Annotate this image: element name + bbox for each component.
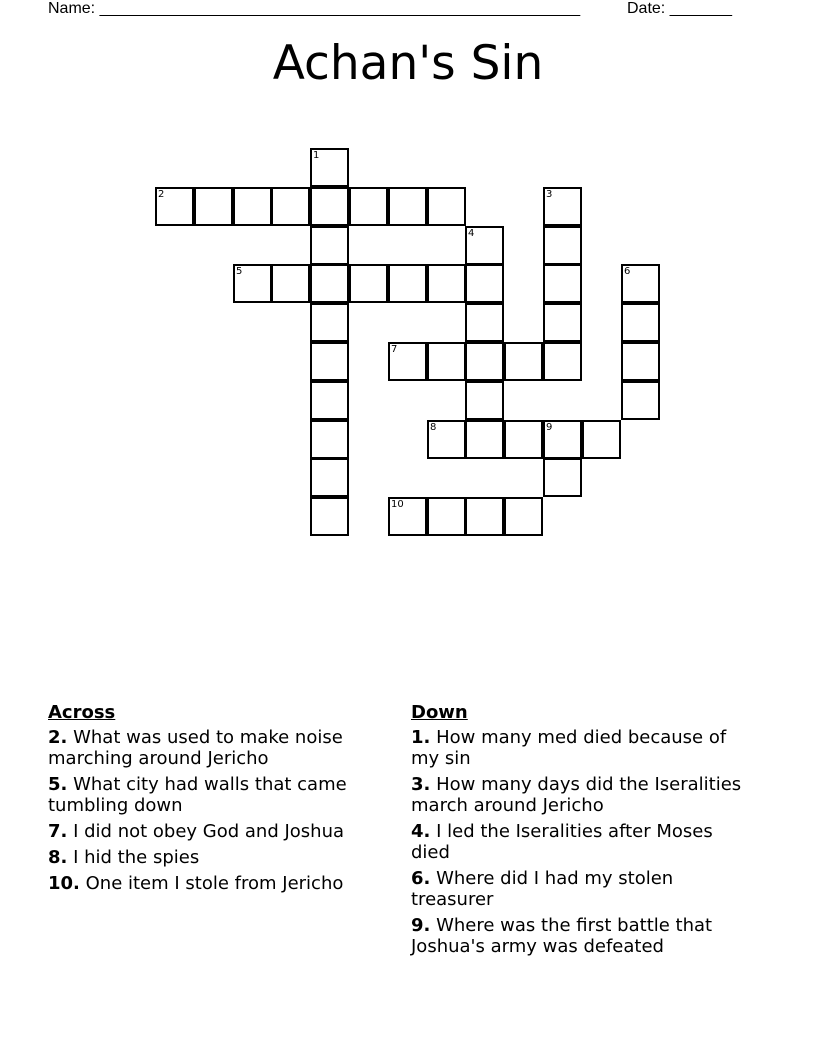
clue-number: 2. (48, 727, 68, 748)
grid-cell[interactable] (233, 264, 272, 303)
cell-number: 5 (236, 266, 243, 277)
down-heading: Down (411, 702, 468, 723)
grid-cell[interactable] (543, 420, 582, 459)
grid-cell[interactable] (349, 264, 388, 303)
grid-cell[interactable] (427, 187, 466, 226)
clue-text: I did not obey God and Joshua (67, 821, 345, 842)
clue-number: 1. (411, 727, 431, 748)
clue-text: I hid the spies (67, 847, 200, 868)
clue-number: 5. (48, 774, 68, 795)
cell-number: 10 (391, 499, 404, 510)
grid-cell[interactable] (621, 381, 660, 420)
clue-text: How many med died because of my sin (411, 727, 727, 769)
grid-cell[interactable] (582, 420, 621, 459)
grid-cell[interactable] (504, 342, 543, 381)
grid-cell[interactable] (504, 497, 543, 536)
grid-cell[interactable] (310, 303, 349, 342)
cell-number: 1 (313, 150, 320, 161)
down-clue-list (411, 727, 756, 957)
grid-cell[interactable] (543, 187, 582, 226)
grid-cell[interactable] (543, 226, 582, 265)
clue-text: Where did I had my stolen treasurer (411, 868, 674, 910)
across-heading: Across (48, 702, 116, 723)
grid-cell[interactable] (621, 342, 660, 381)
grid-cell[interactable] (427, 420, 466, 459)
grid-cell[interactable] (465, 497, 504, 536)
grid-cell[interactable] (427, 497, 466, 536)
grid-cell[interactable] (388, 342, 427, 381)
across-clue (48, 847, 388, 868)
clue-number: 6. (411, 868, 431, 889)
cell-number: 7 (391, 344, 398, 355)
grid-cell[interactable] (310, 342, 349, 381)
grid-cell[interactable] (388, 264, 427, 303)
grid-cell[interactable] (310, 187, 349, 226)
clue-text: One item I stole from Jericho (79, 873, 344, 894)
grid-cell[interactable] (543, 342, 582, 381)
down-clue (411, 821, 756, 863)
grid-cell[interactable] (465, 381, 504, 420)
grid-cell[interactable] (388, 187, 427, 226)
grid-cell[interactable] (504, 420, 543, 459)
clue-number: 8. (48, 847, 68, 868)
grid-cell[interactable] (310, 226, 349, 265)
grid-cell[interactable] (349, 187, 388, 226)
clue-text: What city had walls that came tumbling down (48, 774, 347, 816)
clue-text: I led the Iseralities after Moses died (411, 821, 713, 863)
grid-cell[interactable] (465, 226, 504, 265)
cell-number: 2 (158, 189, 165, 200)
cell-number: 6 (624, 266, 631, 277)
cell-number: 9 (546, 422, 553, 433)
grid-cell[interactable] (155, 187, 194, 226)
clue-text: How many days did the Iseralities march around Jericho (411, 774, 742, 816)
grid-cell[interactable] (465, 420, 504, 459)
grid-cell[interactable] (621, 264, 660, 303)
grid-cell[interactable] (465, 303, 504, 342)
grid-cell[interactable] (310, 148, 349, 187)
grid-cell[interactable] (310, 381, 349, 420)
grid-cell[interactable] (233, 187, 272, 226)
across-clue (48, 774, 388, 816)
across-clue (48, 873, 388, 894)
down-clues (411, 702, 756, 962)
cell-number: 3 (546, 189, 553, 200)
grid-cell[interactable] (271, 187, 310, 226)
grid-cell[interactable] (388, 497, 427, 536)
clue-text: Where was the first battle that Joshua's army was defeated (411, 915, 713, 957)
down-clue (411, 727, 756, 769)
clue-number: 9. (411, 915, 431, 936)
across-clue (48, 727, 388, 769)
across-clue (48, 821, 388, 842)
date-field-label: Date: _______ (627, 0, 732, 17)
clue-number: 7. (48, 821, 68, 842)
across-clues (48, 702, 388, 899)
page-title: Achan's Sin (272, 36, 544, 91)
grid-cell[interactable] (621, 303, 660, 342)
grid-cell[interactable] (427, 264, 466, 303)
grid-cell[interactable] (427, 342, 466, 381)
grid-cell[interactable] (310, 264, 349, 303)
grid-cell[interactable] (543, 303, 582, 342)
grid-cell[interactable] (310, 420, 349, 459)
grid-cell[interactable] (543, 458, 582, 497)
grid-cell[interactable] (194, 187, 233, 226)
grid-cell[interactable] (465, 264, 504, 303)
down-clue (411, 774, 756, 816)
across-clue-list (48, 727, 388, 894)
clue-number: 10. (48, 873, 80, 894)
clue-text: What was used to make noise marching around Jericho (48, 727, 343, 769)
grid-cell[interactable] (310, 458, 349, 497)
grid-cell[interactable] (271, 264, 310, 303)
grid-cell[interactable] (310, 497, 349, 536)
grid-cell[interactable] (465, 342, 504, 381)
name-field-label: Name: ______________________________________________________ (48, 0, 581, 17)
down-clue (411, 915, 756, 957)
grid-cell[interactable] (543, 264, 582, 303)
clue-number: 4. (411, 821, 431, 842)
down-clue (411, 868, 756, 910)
cell-number: 8 (430, 422, 437, 433)
cell-number: 4 (468, 228, 475, 239)
clue-number: 3. (411, 774, 431, 795)
